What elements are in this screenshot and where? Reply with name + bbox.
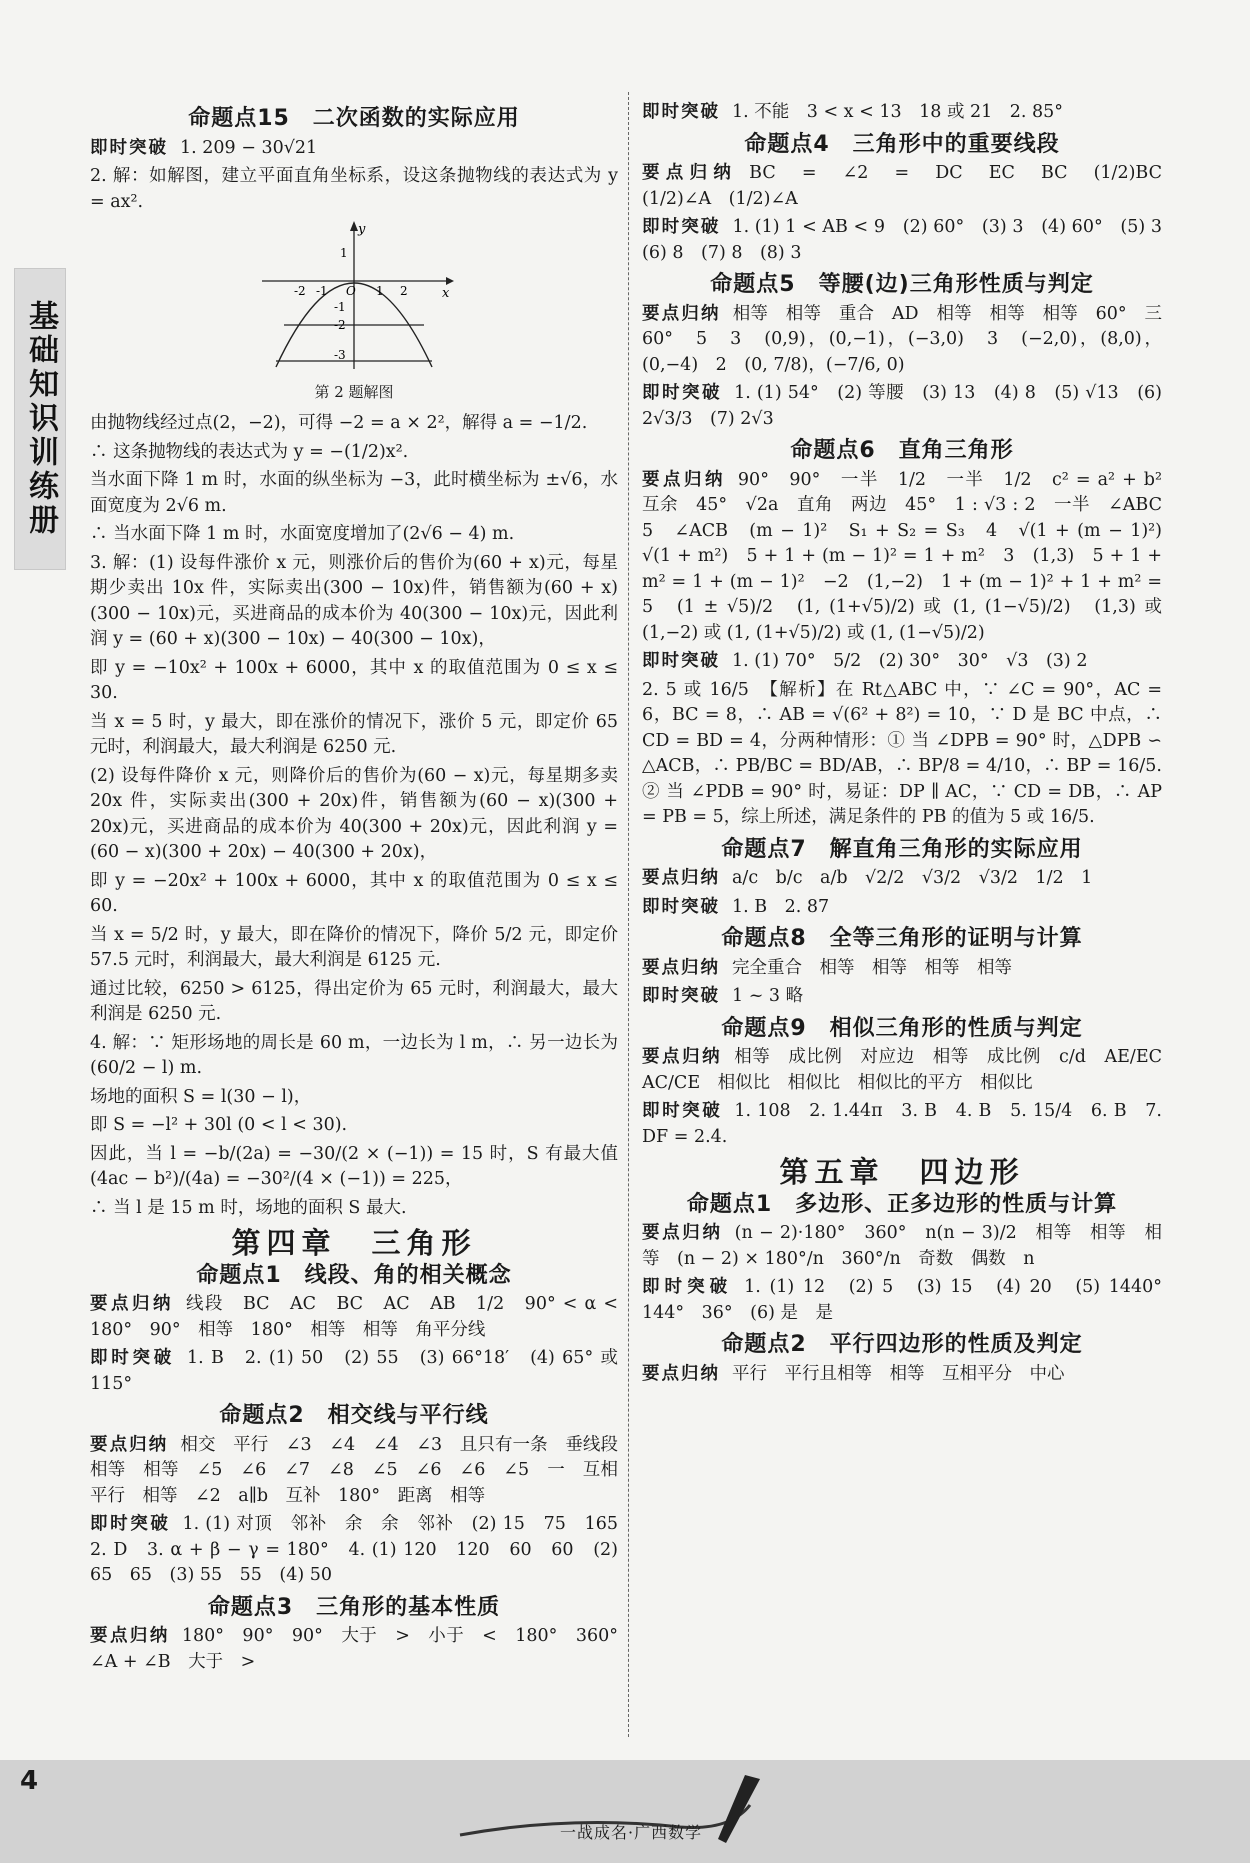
chapter-heading: 第五章 四边形 bbox=[779, 1155, 1025, 1189]
answer-text: 1. (1) 70° 5/2 (2) 30° 30° √3 (3) 2 bbox=[732, 651, 1088, 671]
paragraph bbox=[90, 164, 618, 215]
answer-label: 要点归纳 bbox=[642, 1363, 720, 1384]
paragraph bbox=[642, 1221, 1162, 1272]
paragraph bbox=[90, 522, 618, 548]
answer-text: 4. 解：∵ 矩形场地的周长是 60 m，一边长为 l m，∴ 另一边长为 (60/2 − l) m. bbox=[90, 1032, 618, 1078]
paragraph bbox=[90, 551, 618, 653]
paragraph bbox=[642, 215, 1180, 266]
answer-text: 1. 209 − 30√21 bbox=[180, 137, 318, 158]
answer-text: ∴ 当水面下降 1 m 时，水面宽度增加了(2√6 − 4) m. bbox=[90, 524, 515, 544]
answer-label: 即时突破 bbox=[642, 986, 720, 1006]
paragraph bbox=[642, 678, 1162, 831]
answer-text: 1. (1) 对顶 邻补 余 余 邻补 (2) 15 75 165 2. D 3. α + β − γ = 180° 4. (1) 120 120 60 60 (2) 65 65 (3) 55 55 (4) 50 bbox=[90, 1514, 636, 1585]
paragraph bbox=[642, 1275, 1180, 1326]
paragraph bbox=[90, 1113, 618, 1139]
answer-text: 线段 BC AC BC AC AB 1/2 90° < α < 180° 90° 相等 180° 相等 相等 角平分线 bbox=[90, 1294, 619, 1340]
answer-text: 完全重合 相等 相等 相等 相等 bbox=[732, 957, 1012, 978]
answer-text: ∴ 这条抛物线的表达式为 y = −(1/2)x². bbox=[90, 441, 409, 462]
paragraph bbox=[90, 1031, 618, 1082]
paragraph bbox=[642, 1045, 1180, 1096]
figure bbox=[254, 221, 454, 405]
origin-label: O bbox=[346, 284, 356, 298]
answer-text: 相等 成比例 对应边 相等 成比例 c/d AE/EC AC/CE 相似比 相似比 相似比的平方 相似比 bbox=[642, 1047, 1180, 1093]
y-axis-label: y bbox=[358, 222, 366, 237]
paragraph bbox=[90, 1512, 636, 1589]
answer-text: (n − 2)·180° 360° n(n − 3)/2 相等 相等 相等 (n − 2) × 180°/n 360°/n 奇数 偶数 n bbox=[642, 1223, 1162, 1269]
answer-text: 2. 5 或 16/5 【解析】在 Rt△ABC 中，∵ ∠C = 90°，AC = 6，BC = 8，∴ AB = √(6² + 8²) = 10，∵ D 是 BC 中点，∴ CD = BD = 4，分两种情形：① 当 ∠DPB = 90° 时，△DPB ∽ △ACB，∴ PB/BC = BD/AB，∴ BP/8 = 4/10，∴ BP = 16/5. ② 当 ∠PDB = 90° 时，易证：DP ∥ AC，∵ CD = DB，∴ AP = PB = 5，综上所述，满足条件的 PB 的值为 5 或 16/5. bbox=[642, 679, 1162, 827]
paragraph bbox=[642, 866, 1162, 892]
answer-text: 即 y = −10x² + 100x + 6000，其中 x 的取值范围为 0 ≤ x ≤ 30. bbox=[90, 657, 618, 703]
paragraph bbox=[90, 136, 618, 162]
answer-label: 要点归纳 bbox=[642, 163, 738, 183]
answer-text: 90° 90° 一半 1/2 一半 1/2 c² = a² + b² 互余 45° √2a 直角 两边 45° 1 : √3 : 2 一半 ∠ABC 5 ∠ACB (m − 1)² S₁ + S₂ = S₃ 4 √(1 + (m − 1)²) √(1 + m²) 5 + 1 + (m − 1)² = 1 + m² 3 (1,3) 5 + 1 + m² = 1 + (m − 1)² −2 (1,−2) 1 + (m − 1)² + 1 + m² = 5 (1 ± √5)/2 (1, (1+√5)/2) 或 (1, (1−√5)/2) (1,3) 或 (1,−2) 或 (1, (1+√5)/2) 或 (1, (1−√5)/2) bbox=[642, 469, 1180, 643]
tick-label: 1 bbox=[376, 284, 384, 298]
side-tab-label: 基础知识训练册 bbox=[23, 300, 58, 538]
column-divider bbox=[628, 92, 629, 1737]
tick-label: -3 bbox=[334, 348, 346, 362]
answer-text: 1. B 2. 87 bbox=[732, 896, 830, 917]
section-heading: 命题点1 线段、角的相关概念 bbox=[196, 1262, 512, 1288]
section-heading: 命题点7 解直角三角形的实际应用 bbox=[721, 836, 1083, 862]
paragraph bbox=[642, 649, 1162, 675]
paragraph bbox=[642, 956, 1162, 982]
answer-label: 即时突破 bbox=[642, 217, 721, 237]
figure-caption: 第 2 题解图 bbox=[314, 382, 394, 401]
answer-label: 即时突破 bbox=[90, 1514, 171, 1534]
answer-text: 当水面下降 1 m 时，水面的纵坐标为 −3，此时横坐标为 ±√6，水面宽度为 2√6 m. bbox=[90, 470, 618, 516]
answer-label: 要点归纳 bbox=[90, 1434, 169, 1455]
answer-text: 当 x = 5/2 时，y 最大，即在降价的情况下，降价 5/2 元，即定价 57.5 元时，利润最大，最大利润是 6125 元. bbox=[90, 924, 618, 970]
left-column bbox=[90, 100, 636, 1678]
paragraph bbox=[642, 1362, 1162, 1388]
answer-text: 1. B 2. (1) 50 (2) 55 (3) 66°18′ (4) 65° 或 115° bbox=[90, 1348, 619, 1394]
section-heading: 命题点1 多边形、正多边形的性质与计算 bbox=[686, 1191, 1118, 1217]
answer-label: 要点归纳 bbox=[90, 1294, 174, 1314]
section-heading: 命题点2 相交线与平行线 bbox=[219, 1403, 489, 1428]
answer-text: 即 y = −20x² + 100x + 6000，其中 x 的取值范围为 0 ≤ x ≤ 60. bbox=[90, 870, 618, 916]
answer-text: 1. 不能 3 < x < 13 18 或 21 2. 85° bbox=[732, 102, 1064, 122]
paragraph bbox=[642, 302, 1180, 379]
side-tab bbox=[14, 268, 66, 570]
paragraph bbox=[642, 1099, 1162, 1150]
answer-text: 场地的面积 S = l(30 − l)， bbox=[90, 1086, 312, 1107]
paragraph bbox=[90, 1142, 618, 1193]
answer-label: 要点归纳 bbox=[642, 957, 720, 978]
answer-text: 相等 相等 重合 AD 相等 相等 相等 60° 三 60° 5 3 (0,9)，(0,−1)，(−3,0) 3 (−2,0)，(8,0)，(0,−4) 2 (0, 7/8)，(−7/6, 0) bbox=[642, 303, 1180, 375]
section-heading: 命题点5 等腰(边)三角形性质与判定 bbox=[710, 272, 1094, 297]
answer-label: 要点归纳 bbox=[642, 868, 720, 888]
section-heading: 命题点2 平行四边形的性质及判定 bbox=[721, 1332, 1083, 1357]
answer-text: a/c b/c a/b √2/2 √3/2 √3/2 1/2 1 bbox=[732, 868, 1093, 888]
answer-label: 即时突破 bbox=[642, 1277, 733, 1297]
answer-text: 因此，当 l = −b/(2a) = −30/(2 × (−1)) = 15 时，S 有最大值 (4ac − b²)/(4a) = −30²/(4 × (−1)) = 225， bbox=[90, 1143, 618, 1189]
section-heading: 命题点6 直角三角形 bbox=[790, 438, 1014, 463]
paragraph bbox=[90, 923, 618, 974]
x-axis-label: x bbox=[442, 286, 450, 301]
answer-label: 要点归纳 bbox=[90, 1626, 170, 1646]
paragraph bbox=[642, 100, 1162, 126]
parabola-figure bbox=[254, 221, 454, 371]
answer-label: 即时突破 bbox=[642, 102, 720, 122]
paragraph bbox=[642, 895, 1162, 921]
right-column bbox=[642, 100, 1180, 1390]
answer-label: 要点归纳 bbox=[642, 303, 721, 324]
paragraph bbox=[90, 411, 618, 437]
answer-text: 通过比较，6250 > 6125，得出定价为 65 元时，利润最大，最大利润是 6250 元. bbox=[90, 978, 618, 1024]
paragraph bbox=[90, 710, 618, 761]
section-heading: 命题点15 二次函数的实际应用 bbox=[188, 106, 520, 131]
paragraph bbox=[90, 656, 618, 707]
answer-label: 即时突破 bbox=[90, 1348, 176, 1368]
answer-text: 平行 平行且相等 相等 互相平分 中心 bbox=[732, 1363, 1065, 1384]
answer-text: 1. (1) 1 < AB < 9 (2) 60° (3) 3 (4) 60° (5) 3 (6) 8 (7) 8 (8) 3 bbox=[642, 217, 1180, 263]
answer-label: 即时突破 bbox=[90, 137, 168, 158]
answer-text: (2) 设每件降价 x 元，则降价后的售价为(60 − x)元，每星期多卖 20x 件，实际卖出(300 + 20x)件，销售额为(60 − x)(300 + 20x)元，买进商品的成本价为 40(300 + 20x)元，因此利润 y = (60 − x)(300 + 20x) − 40(300 + 20x)， bbox=[90, 765, 618, 862]
section-heading: 命题点3 三角形的基本性质 bbox=[207, 1594, 501, 1620]
paragraph bbox=[90, 468, 618, 519]
tick-label: 1 bbox=[340, 246, 348, 260]
answer-text: 1 ~ 3 略 bbox=[732, 986, 804, 1006]
answer-text: 2. 解：如解图，建立平面直角坐标系，设这条抛物线的表达式为 y = ax². bbox=[90, 166, 618, 212]
answer-label: 要点归纳 bbox=[642, 1047, 723, 1067]
answer-text: 1. 108 2. 1.44π 3. B 4. B 5. 15/4 6. B 7. DF = 2.4. bbox=[642, 1101, 1162, 1147]
answer-text: 由抛物线经过点(2，−2)，可得 −2 = a × 2²，解得 a = −1/2. bbox=[90, 413, 588, 433]
paragraph bbox=[90, 1433, 636, 1510]
paragraph bbox=[642, 468, 1180, 647]
answer-label: 要点归纳 bbox=[642, 469, 726, 490]
section-heading: 命题点4 三角形中的重要线段 bbox=[744, 131, 1060, 157]
answer-label: 要点归纳 bbox=[642, 1223, 723, 1243]
paragraph bbox=[642, 984, 1162, 1010]
paragraph bbox=[642, 381, 1162, 432]
tick-label: -1 bbox=[334, 300, 346, 314]
answer-text: 1. (1) 54° (2) 等腰 (3) 13 (4) 8 (5) √13 (6) 2√3/3 (7) 2√3 bbox=[642, 383, 1163, 429]
tick-label: 2 bbox=[400, 284, 408, 298]
answer-text: 180° 90° 90° 大于 > 小于 < 180° 360° ∠A + ∠B 大于 > bbox=[90, 1626, 636, 1672]
tick-label: -2 bbox=[334, 318, 346, 332]
answer-text: ∴ 当 l 是 15 m 时，场地的面积 S 最大. bbox=[90, 1197, 407, 1218]
answer-text: 即 S = −l² + 30l (0 < l < 30). bbox=[90, 1115, 348, 1135]
page-number: 4 bbox=[20, 1766, 39, 1796]
paragraph bbox=[90, 1624, 636, 1675]
paragraph bbox=[90, 977, 618, 1028]
answer-text: 相交 平行 ∠3 ∠4 ∠4 ∠3 且只有一条 垂线段 相等 相等 ∠5 ∠6 ∠7 ∠8 ∠5 ∠6 ∠6 ∠5 一 互相平行 相等 ∠2 a∥b 互补 180° 距离 相等 bbox=[90, 1434, 636, 1506]
paragraph bbox=[90, 869, 618, 920]
chapter-heading: 第四章 三角形 bbox=[231, 1226, 477, 1260]
paragraph bbox=[90, 1085, 618, 1111]
answer-text: 当 x = 5 时，y 最大，即在涨价的情况下，涨价 5 元，即定价 65 元时，利润最大，最大利润是 6250 元. bbox=[90, 711, 618, 757]
paragraph bbox=[90, 1196, 618, 1222]
paragraph bbox=[90, 440, 618, 466]
section-heading: 命题点8 全等三角形的证明与计算 bbox=[721, 926, 1083, 951]
section-heading: 命题点9 相似三角形的性质与判定 bbox=[721, 1015, 1083, 1041]
tick-label: -2 bbox=[294, 284, 306, 298]
answer-text: 3. 解：(1) 设每件涨价 x 元，则涨价后的售价为(60 + x)元，每星期少卖出 10x 件，实际卖出(300 − 10x)件，销售额为(60 + x)(300 − 10x)元，买进商品的成本价为 40(300 − 10x)元，因此利润 y = (60 + x)(300 − 10x) − 40(300 − 10x)， bbox=[90, 552, 618, 649]
answer-label: 即时突破 bbox=[642, 896, 720, 917]
tick-label: -1 bbox=[316, 284, 328, 298]
answer-label: 即时突破 bbox=[642, 1101, 723, 1121]
footer-brand: 一战成名·广西数学 bbox=[560, 1823, 703, 1842]
paragraph bbox=[90, 1292, 618, 1343]
paragraph bbox=[90, 1346, 618, 1397]
answer-label: 即时突破 bbox=[642, 383, 723, 403]
paragraph bbox=[90, 764, 618, 866]
answer-text: BC = ∠2 = DC EC BC (1/2)BC (1/2)∠A (1/2)∠A bbox=[642, 163, 1180, 209]
answer-text: 1. (1) 12 (2) 5 (3) 15 (4) 20 (5) 1440° 144° 36° (6) 是 是 bbox=[642, 1277, 1180, 1323]
paragraph bbox=[642, 161, 1180, 212]
answer-label: 即时突破 bbox=[642, 651, 720, 671]
